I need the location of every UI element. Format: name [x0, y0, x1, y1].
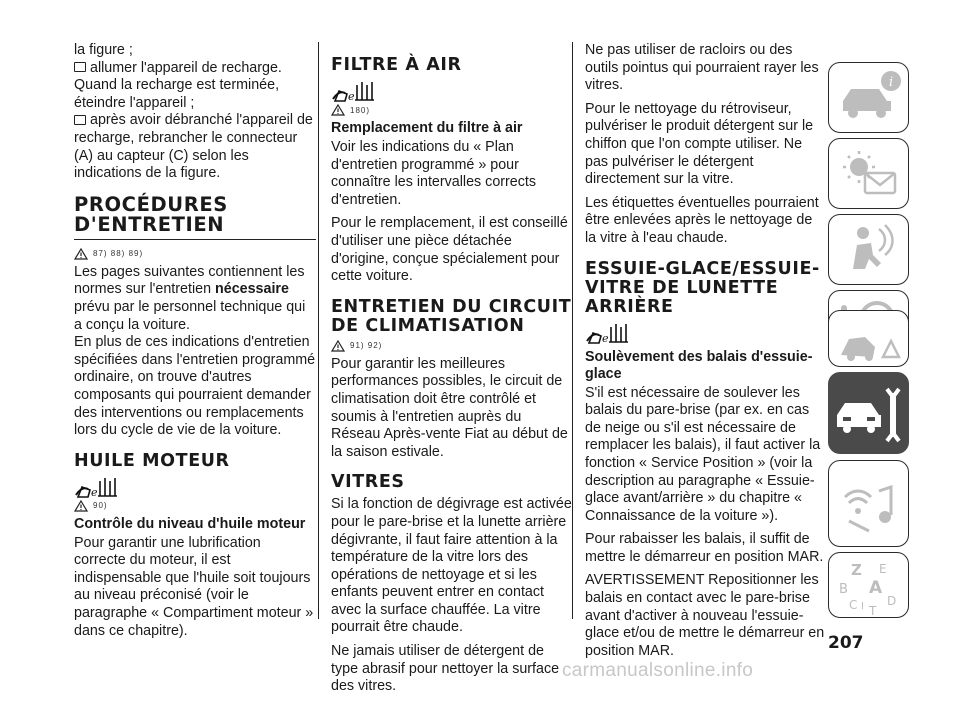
column-3 — [585, 42, 827, 666]
paragraph: Ne jamais utiliser de détergent de type abrasif pour nettoyer la surface des vitres. — [331, 643, 560, 695]
tab-emergency[interactable] — [828, 310, 909, 367]
svg-text:E: E — [879, 562, 887, 576]
warning-triangle-icon — [74, 500, 88, 512]
paragraph: Ne pas utiliser de racloirs ou des outils pointus qui pourraient rayer les vitres. — [585, 42, 819, 94]
breakdown-emergency-icon — [829, 311, 910, 368]
warning-references: 87) 88) 89) — [74, 248, 316, 260]
paragraph: Si la fonction de dégivrage est activée pour le pare-brise et la lunette arrière dégivrante, il faut faire attention à la température de la vitre lors des opérations de nettoyage et si les enfants peuvent entrer en contact avec la surface chauffée. La vitre pourrait être chaude. — [331, 496, 572, 636]
subheading: Remplacement du filtre à air — [331, 120, 523, 136]
warning-references: 91) 92) — [331, 340, 573, 352]
section-heading-procedures: PROCÉDURES D'ENTRETIEN — [74, 195, 316, 240]
paragraph: Voir les indications du « Plan d'entretien programmé » pour connaître les intervalles corrects d'entretien. — [331, 139, 537, 208]
warning-lights-icon — [829, 139, 910, 210]
paragraph: Pour rabaisser les balais, il suffit de mettre le démarreur en position MAR. — [585, 531, 824, 565]
svg-text:e: e — [602, 331, 609, 345]
car-maintenance-wrench-icon — [829, 373, 910, 455]
svg-text:e: e — [91, 485, 98, 499]
tab-index[interactable] — [828, 552, 909, 618]
column-1 — [74, 42, 316, 646]
section-heading-windows: VITRES — [331, 472, 405, 493]
tab-safety[interactable] — [828, 214, 909, 285]
paragraph: En plus de ces indications d'entretien spécifiées dans l'entretien programmé ordinaire, on trouve d'autres composants qui pourraient demander des interventions ou remplacements lors du cycle de vie de la voiture. — [74, 334, 316, 439]
section-heading-engine-oil: HUILE MOTEUR — [74, 450, 230, 471]
car-info-icon — [829, 63, 910, 134]
svg-text:e: e — [348, 90, 355, 103]
paragraph: la figure ; — [74, 42, 133, 58]
section-heading-air-filter: FILTRE À AIR — [331, 55, 462, 75]
paragraph: Pour garantir les meilleures performances possibles, le circuit de climatisation doit être contrôlé et soumis à l'entretien auprès du Réseau Après-vente Fiat au début de la saison estivale. — [331, 355, 568, 460]
paragraph: S'il est nécessaire de soulever les balais du pare-brise (par ex. en cas de neige ou s'il est nécessaire de remplacer les balais), il faut activer la fonction « Service Position » (voir la description au paragraphe « Essuie-glace avant/arrière » du chapitre « Connaissance de la voiture »). — [585, 384, 821, 524]
mopar-oil-icon — [331, 79, 379, 103]
tab-car-info[interactable] — [828, 62, 909, 133]
bullet-item: après avoir débranché l'appareil de recharge, rebrancher le connecteur (A) au capteur (C) selon les indications de la figure. — [74, 112, 313, 182]
svg-text:D: D — [887, 594, 897, 608]
paragraph: Les pages suivantes contiennent les normes sur l'entretien nécessaire prévu par le personnel technique qui a conçu la voiture. — [74, 263, 306, 333]
section-heading-wipers: ESSUIE-GLACE/ESSUIE-VITRE DE LUNETTE ARRIÈRE — [585, 258, 820, 317]
svg-text:T: T — [869, 604, 877, 618]
paragraph: Pour garantir une lubrification correcte du moteur, il est indispensable que l'huile soit toujours au niveau préconisé (voir le paragraphe « Compartiment moteur » dans ce chapitre). — [74, 534, 314, 639]
paragraph: Les étiquettes éventuelles pourraient être enlevées après le nettoyage de la vitre à l'eau chaude. — [585, 194, 819, 246]
warning-triangle-icon — [74, 248, 88, 260]
checkbox-bullet-icon — [74, 62, 86, 72]
subheading: Soulèvement des balais d'essuie-glace — [585, 348, 813, 382]
seatbelt-safety-icon — [829, 215, 910, 286]
checkbox-bullet-icon — [74, 115, 86, 125]
mopar-oil-icon — [74, 475, 122, 499]
multimedia-music-icon — [829, 461, 910, 548]
warning-references: 90) — [74, 500, 316, 512]
tab-maintenance[interactable] — [828, 372, 909, 454]
mopar-oil-icon — [585, 321, 633, 345]
svg-text:A: A — [869, 578, 883, 598]
watermark: carmanualsonline.info — [562, 660, 754, 681]
bullet-item: allumer l'appareil de recharge. Quand la recharge est terminée, éteindre l'appareil ; — [74, 59, 282, 111]
subheading: Contrôle du niveau d'huile moteur — [74, 515, 306, 532]
column-divider — [318, 42, 319, 619]
svg-text:I: I — [861, 601, 864, 612]
tab-multimedia[interactable] — [828, 460, 909, 547]
svg-text:i: i — [889, 75, 894, 90]
paragraph: Pour le remplacement, il est conseillé d'utiliser une pièce détachée d'origine, conçue spécialement pour cette voiture. — [331, 215, 568, 285]
tab-warning-lights[interactable] — [828, 138, 909, 209]
svg-text:C: C — [849, 598, 858, 612]
page-number: 207 — [828, 633, 864, 653]
svg-text:Z: Z — [851, 561, 862, 579]
svg-text:B: B — [839, 582, 848, 597]
section-heading-air-conditioning: ENTRETIEN DU CIRCUIT DE CLIMATISATION — [331, 296, 572, 336]
warning-triangle-icon — [331, 340, 345, 352]
column-2 — [331, 42, 573, 702]
warning-triangle-icon — [331, 104, 345, 116]
paragraph: AVERTISSEMENT Repositionner les balais en contact avec le pare-brise avant d'activer à nouveau l'essuie-glace et/ou de mettre le démarreur en position MAR. — [585, 572, 825, 659]
warning-references: 180) — [331, 104, 573, 116]
paragraph: Pour le nettoyage du rétroviseur, pulvériser le produit détergent sur le chiffon que l'on compte utiliser. Ne pas pulvériser le détergent directement sur la vitre. — [585, 100, 814, 188]
alphabet-index-icon — [829, 553, 910, 619]
